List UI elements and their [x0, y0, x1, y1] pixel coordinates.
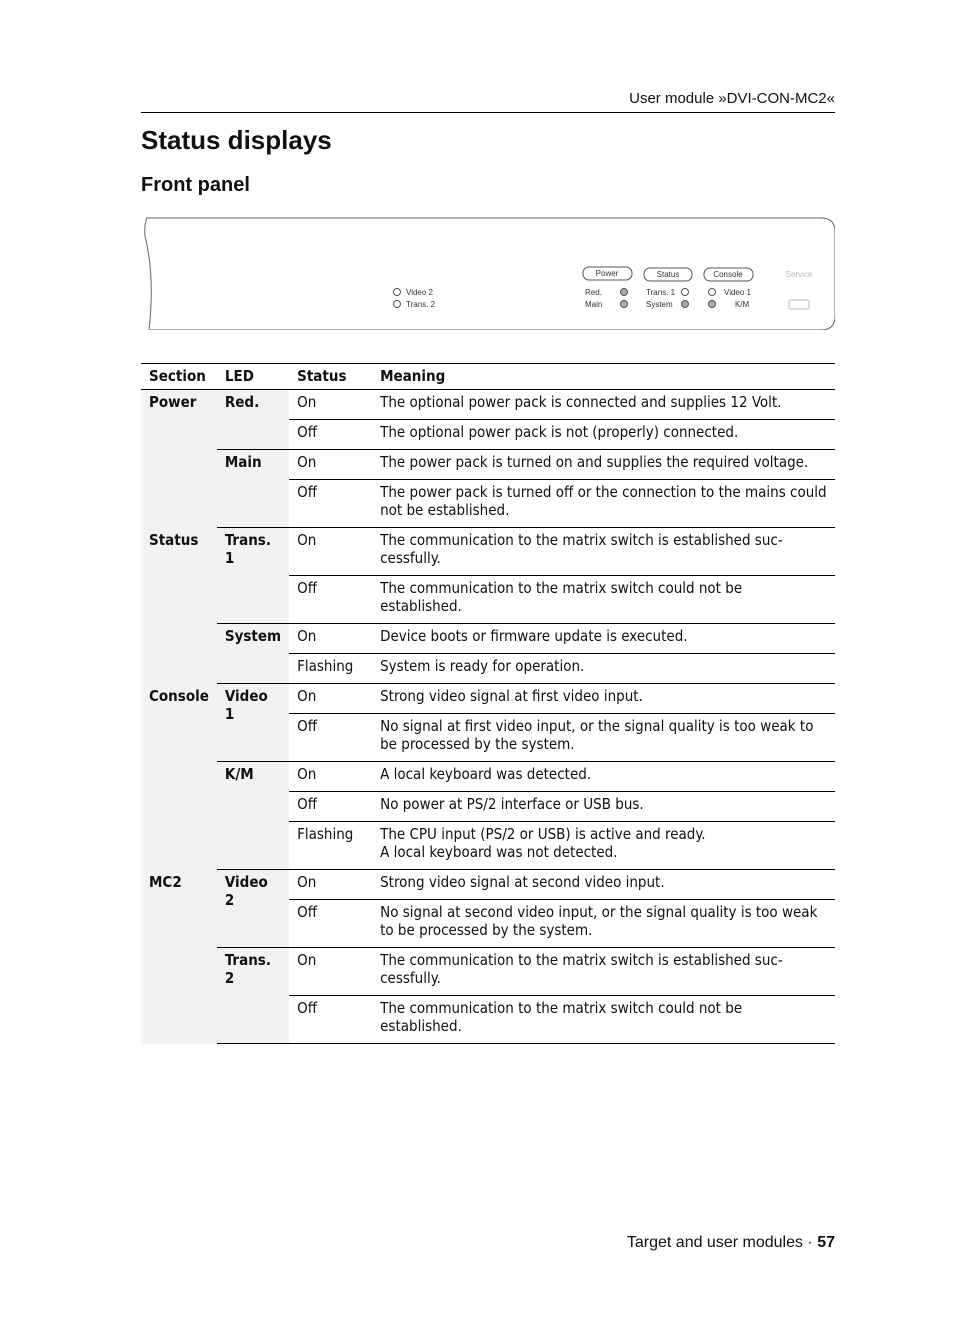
power-button-label: Power: [595, 269, 619, 278]
meaning-cell: The power pack is turned on and supplies the required voltage.: [372, 450, 835, 480]
footer-text: Target and user modules ·: [626, 1234, 818, 1251]
led-cell: K/M: [217, 762, 289, 870]
led-icon: [621, 301, 628, 308]
status-cell: On: [289, 684, 372, 714]
led-label: K/M: [735, 300, 750, 309]
table-header-row: [141, 364, 835, 390]
section-cell: MC2: [141, 870, 217, 1044]
meaning-cell: No power at PS/2 interface or USB bus.: [372, 792, 835, 822]
led-icon: [394, 301, 401, 308]
col-header: LED: [217, 364, 289, 390]
status-cell: Off: [289, 576, 372, 624]
meaning-cell: Strong video signal at second video input.: [372, 870, 835, 900]
led-icon: [682, 289, 689, 296]
running-header: [141, 90, 835, 113]
led-icon: [621, 289, 628, 296]
status-cell: On: [289, 528, 372, 576]
service-port-icon: [789, 300, 809, 309]
led-label: System: [646, 300, 673, 309]
led-icon: [709, 289, 716, 296]
section-cell: Power: [141, 390, 217, 528]
meaning-cell: No signal at second video input, or the signal quality is too weak to be processed by the system.: [372, 900, 835, 948]
table-row: [141, 762, 835, 792]
led-icon: [709, 301, 716, 308]
table-row: [141, 948, 835, 996]
status-cell: Flashing: [289, 822, 372, 870]
led-label: Trans. 2: [406, 300, 436, 309]
meaning-cell: Strong video signal at first video input.: [372, 684, 835, 714]
page-footer: [627, 1234, 835, 1252]
led-cell: Video 2: [217, 870, 289, 948]
led-cell: Video 1: [217, 684, 289, 762]
meaning-cell: The communication to the matrix switch is established suc-cessfully.: [372, 948, 835, 996]
table-row: [141, 390, 835, 420]
table-row: [141, 684, 835, 714]
status-button-label: Status: [656, 270, 680, 279]
status-cell: On: [289, 870, 372, 900]
status-cell: On: [289, 948, 372, 996]
col-header: Status: [289, 364, 372, 390]
led-cell: Trans. 2: [217, 948, 289, 1044]
status-cell: Off: [289, 480, 372, 528]
led-label: Video 2: [406, 288, 433, 297]
status-button: [644, 268, 692, 281]
section-cell: Status: [141, 528, 217, 684]
status-cell: On: [289, 390, 372, 420]
section-cell: Console: [141, 684, 217, 870]
service-label: Service: [785, 270, 813, 279]
console-button-label: Console: [713, 270, 743, 279]
status-cell: On: [289, 450, 372, 480]
meaning-cell: The power pack is turned off or the connection to the mains could not be established.: [372, 480, 835, 528]
section-heading: Front panel: [141, 174, 250, 196]
status-cell: On: [289, 762, 372, 792]
meaning-cell: The communication to the matrix switch is established suc-cessfully.: [372, 528, 835, 576]
meaning-cell: A local keyboard was detected.: [372, 762, 835, 792]
led-label: Main: [585, 300, 603, 309]
led-icon: [682, 301, 689, 308]
status-cell: Off: [289, 996, 372, 1044]
table-row: [141, 870, 835, 900]
page-title: Status displays: [141, 125, 332, 155]
meaning-cell: The communication to the matrix switch could not be established.: [372, 996, 835, 1044]
front-panel-drawing: [141, 216, 835, 330]
led-label: Red.: [585, 288, 602, 297]
status-cell: Off: [289, 420, 372, 450]
console-button: [704, 268, 753, 281]
led-cell: System: [217, 624, 289, 684]
status-cell: Off: [289, 714, 372, 762]
meaning-cell: The optional power pack is connected and supplies 12 Volt.: [372, 390, 835, 420]
col-header: Section: [141, 364, 217, 390]
status-table: [141, 363, 835, 1044]
status-cell: Off: [289, 792, 372, 822]
page-number: 57: [817, 1234, 835, 1251]
led-label: Video 1: [724, 288, 751, 297]
status-cell: Flashing: [289, 654, 372, 684]
meaning-cell: The optional power pack is not (properly) connected.: [372, 420, 835, 450]
meaning-cell: System is ready for operation.: [372, 654, 835, 684]
meaning-cell: The communication to the matrix switch could not be established.: [372, 576, 835, 624]
led-cell: Red.: [217, 390, 289, 450]
status-cell: Off: [289, 900, 372, 948]
col-header: Meaning: [372, 364, 835, 390]
table-row: [141, 528, 835, 576]
meaning-cell: The CPU input (PS/2 or USB) is active and ready. A local keyboard was not detected.: [372, 822, 835, 870]
module-name: User module »DVI-CON-MC2«: [629, 90, 835, 107]
status-cell: On: [289, 624, 372, 654]
meaning-cell: No signal at first video input, or the signal quality is too weak to be processed by the system.: [372, 714, 835, 762]
led-label: Trans. 1: [646, 288, 676, 297]
table-row: [141, 624, 835, 654]
table-row: [141, 450, 835, 480]
led-cell: Trans. 1: [217, 528, 289, 624]
led-icon: [394, 289, 401, 296]
meaning-cell: Device boots or firmware update is executed.: [372, 624, 835, 654]
power-button: [583, 267, 632, 280]
led-cell: Main: [217, 450, 289, 528]
